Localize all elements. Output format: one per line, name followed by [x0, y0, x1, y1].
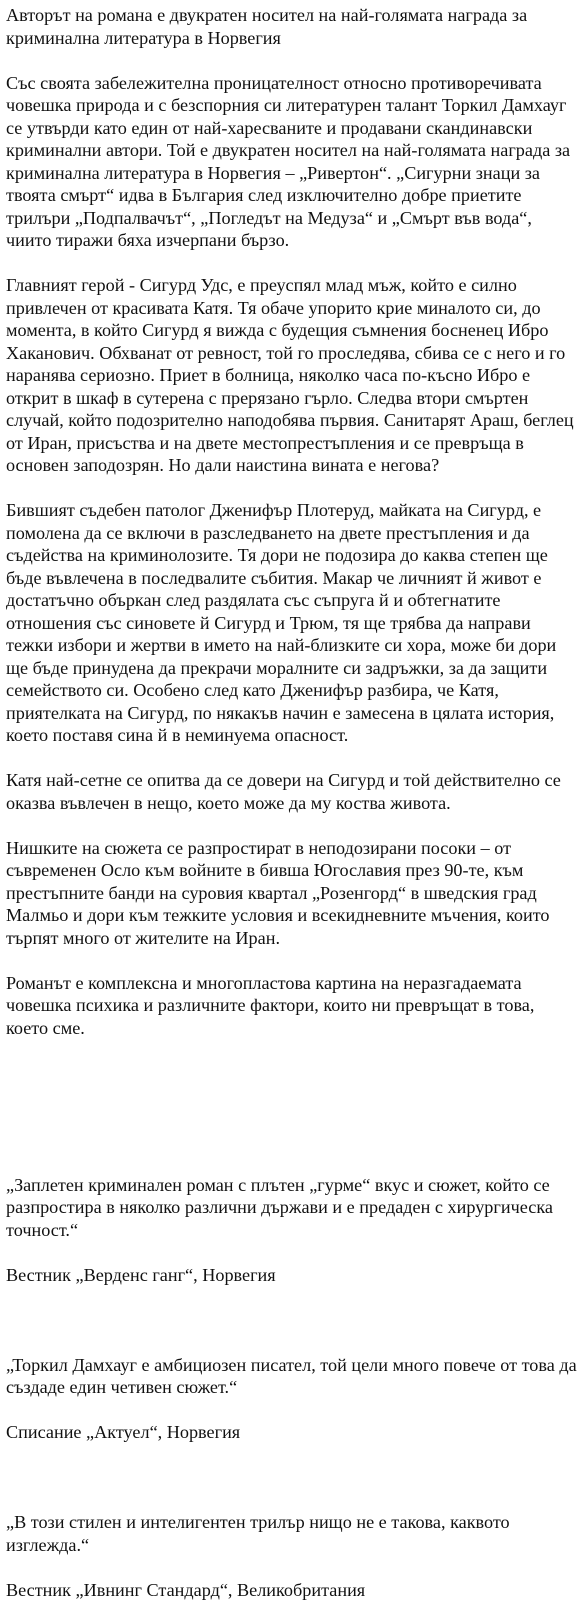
review-source: Вестник „Ивнинг Стандард“, Великобритания	[6, 1579, 366, 1600]
review-quote: „Заплетен криминален роман с плътен „гурме“ вкус и сюжет, който се разпростира в няколко различни държави и е предаден с хирургическа точност.“	[6, 1174, 553, 1240]
paragraph-intro: Със своята забележителна проницателност относно противоречивата човешка природа и с безспорния си литературен талант Торкил Дамхауг се утвърди като един от най-харесваните и продавани скандинавски криминални автори. Той е двукратен носител на най-голямата награда за криминална литература в Норвегия – „Ривертон“. „Сигурни знаци за твоята смърт“ идва в България след изключително добре приетите трилъри „Подпалвачът“, „Погледът на Медуза“ и „Смърт във вода“, чиито тиражи бяха изчерпани бързо.	[6, 72, 571, 250]
paragraph-summary: Романът е комплексна и многопластова картина на неразгадаемата човешка психика и различните фактори, които ни превръщат в това, което сме.	[6, 972, 535, 1038]
paragraph-katya: Катя най-сетне се опитва да се довери на Сигурд и той действително се оказва въвлечен в нещо, което може да му коства живота.	[6, 770, 561, 813]
spacer	[6, 1466, 578, 1511]
review-source: Списание „Актуел“, Норвегия	[6, 1422, 241, 1442]
review-quote: „Торкил Дамхауг е амбициозен писател, той цели много повече от това да създаде един четивен сюжет.“	[6, 1354, 577, 1397]
spacer	[6, 1309, 578, 1354]
document-page	[6, 4, 578, 1624]
review-source: Вестник „Верденс ганг“, Норвегия	[6, 1264, 276, 1285]
paragraph-plot: Главният герой - Сигурд Удс, е преуспял млад мъж, който е силно привлечен от красивата Катя. Тя обаче упорито крие миналото си, до момента, в който Сигурд я вижда с будещия съмнения босненец Ибро Хаканович. Обхванат от ревност, той го проследява, сбива се с него и го наранява сериозно. Приет в болница, няколко часа по-късно Ибро е открит в шкаф в сутерена с прерязано гърло. Следва втори смъртен случай, който подозрително наподобява първия. Санитарят Араш, беглец от Иран, присъства и на двете местопрестъпления и се превръща в основен заподозрян. Но дали наистина вината е негова?	[6, 275, 574, 475]
paragraph-threads: Нишките на сюжета се разпростират в неподозирани посоки – от съвременен Осло към войните в бивша Югославия през 90-те, към престъпните банди на суровия квартал „Розенгорд“ в шведския град Малмьо и дори към тежките условия и всекидневните мъчения, които търпят много от жителите на Иран.	[6, 837, 550, 948]
headline: Авторът на романа е двукратен носител на най-голямата награда за криминална литература в Норвегия	[6, 5, 528, 48]
paragraph-jennifer: Бившият съдебен патолог Дженифър Плотеруд, майката на Сигурд, е помолена да се включи в разследването на двете престъпления и да съдейства на криминолозите. Тя дори не подозира до каква степен ще бъде въвлечена в последвалите събития. Макар че личният й живот е достатъчно объркан след раздялата със съпруга й и обтегнатите отношения със синовете й Сигурд и Трюм, тя ще трябва да направи тежки избори и жертви в името на най-близките си хора, може би дори ще бъде принудена да прекрачи моралните си задръжки, за да защити семейството си. Особено след като Дженифър разбира, че Катя, приятелката на Сигурд, по някакъв начин е замесена в цялата история, което поставя сина й в неминуема опасност.	[6, 500, 557, 745]
spacer	[6, 1129, 578, 1174]
review-quote: „В този стилен и интелигентен трилър нищо не е такова, каквото изглежда.“	[6, 1512, 510, 1555]
spacer	[6, 1062, 578, 1129]
